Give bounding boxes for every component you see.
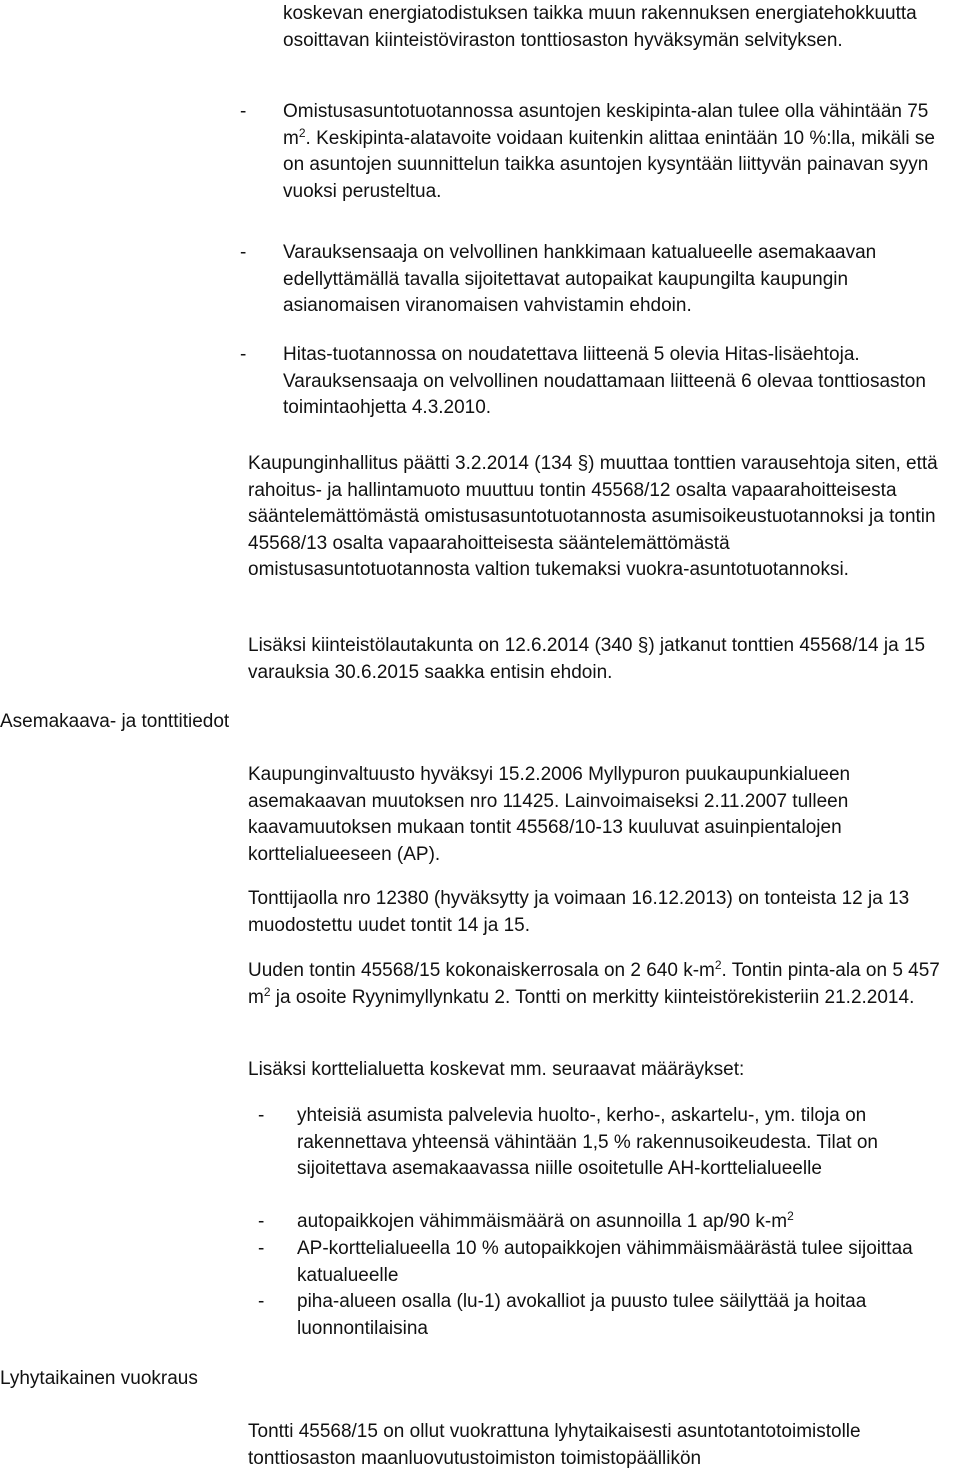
bullet-dash: - [258, 1211, 265, 1232]
bullet-autopaikat [240, 240, 940, 320]
bullet-text: Varauksensaaja on velvollinen hankkimaan katualueelle asemakaavan edellyttämällä tavalla sijoitettavat autopaikat kaupungilta kaupungin asianomaisen viranomaisen vahvistamin ehdoin. [283, 242, 877, 316]
kaupunginvaltuusto-paragraph: Kaupunginvaltuusto hyväksyi 15.2.2006 Myllypuron puukaupunkialueen asemakaavan muutoksen nro 11425. Lainvoimaiseksi 2.11.2007 tulleen kaavamuutoksen mukaan tontit 45568/10-13 kuuluvat asuinpientalojen korttelialueeseen (AP). [248, 764, 851, 865]
list-item-text: autopaikkojen vähimmäismäärä on asunnoilla 1 ap/90 $k-m^2$ [297, 1209, 794, 1232]
bullet-dash: - [258, 1105, 265, 1126]
bullet-dash: - [240, 344, 247, 365]
list-item-yhteistilat [258, 1103, 940, 1183]
kaupunginhallitus-paragraph: Kaupunginhallitus päätti 3.2.2014 (134 §) muuttaa tonttien varausehtoja siten, että rahoitus- ja hallintamuoto muuttuu tontin 45568/12 osalta vapaarahoitteisesta sääntelemättömästä omistusasuntotuotannosta asumisoikeustuotannoksi ja tontin 45568/13 osalta vapaarahoitteisesta sääntelemättömästä omistusasuntotuotannosta valtion tukemaksi vuokra-asuntotuotannoksi. [248, 453, 938, 580]
maaraykset-intro: Lisäksi korttelialuetta koskevat mm. seuraavat määräykset: [248, 1059, 745, 1080]
list-item-text: AP-korttelialueella 10 % autopaikkojen vähimmäismäärästä tulee sijoittaa katualueelle [297, 1238, 913, 1286]
sidebar-heading-asemakaava: Asemakaava- ja tonttitiedot [0, 711, 230, 732]
vuokraus-paragraph: Tontti 45568/15 on ollut vuokrattuna lyhytaikaisesti asuntotantotoimistolle tonttiosaston maanluovutustoimiston toimistopäällikön [248, 1421, 861, 1469]
bullet-dash: - [258, 1291, 265, 1312]
list-item-text: piha-alueen osalla (lu-1) avokalliot ja puusto tulee säilyttää ja hoitaa luonnontilaisina [297, 1291, 867, 1339]
sidebar-heading-lyhytaikainen: Lyhytaikainen vuokraus [0, 1368, 198, 1389]
bullet-omistusasunto [240, 99, 940, 205]
tonttijako-paragraph: Tonttijaolla nro 12380 (hyväksytty ja voimaan 16.12.2013) on tonteista 12 ja 13 muodostettu uudet tontit 14 ja 15. [248, 888, 910, 936]
tontti-kerrosala-paragraph: Uuden tontin 45568/15 kokonaiskerrosala on 2 640 $k-m^2$. Tontin pinta-ala on 5 457 $m^2$ ja osoite Ryynimyllynkatu 2. Tontti on merkitty kiinteistörekisteriin 21.2.2014. [248, 958, 940, 1008]
bullet-text: Omistusasuntotuotannossa asuntojen keskipinta-alan tulee olla vähintään 75 $m^2$. Keskipinta-alatavoite voidaan kuitenkin alittaa enintään 10 %:lla, mikäli se on asuntojen suunnittelun taikka asuntojen kysyntään liittyvän painavan syyn vuoksi perusteltua. [283, 101, 935, 202]
list-item-katualue [258, 1236, 940, 1289]
bullet-dash: - [258, 1238, 265, 1259]
bullet-text: Hitas-tuotannossa on noudatettava liitteenä 5 olevia Hitas-lisäehtoja. Varauksensaaja on velvollinen noudattamaan liitteenä 6 olevaa tonttiosaston toimintaohjetta 4.3.2010. [283, 344, 926, 418]
bullet-dash: - [240, 242, 247, 263]
list-item-autopaikkamaara [258, 1209, 940, 1236]
list-item-text: yhteisiä asumista palvelevia huolto-, kerho-, askartelu-, ym. tiloja on rakennettava yhteensä vähintään 1,5 % rakennusoikeudesta. Tilat on sijoitettava asemakaavassa niille osoitetulle AH-korttelialueelle [297, 1105, 878, 1179]
list-item-piha-alue [258, 1289, 940, 1342]
continuation-paragraph: koskevan energiatodistuksen taikka muun rakennuksen energiatehokkuutta osoittavan kiinteistöviraston tonttiosaston hyväksymän selvityksen. [283, 3, 917, 51]
bullet-hitas [240, 342, 940, 422]
kiinteistolautakunta-paragraph: Lisäksi kiinteistölautakunta on 12.6.2014 (340 §) jatkanut tonttien 45568/14 ja 15 varauksia 30.6.2015 saakka entisin ehdoin. [248, 635, 926, 683]
bullet-dash: - [240, 101, 247, 122]
